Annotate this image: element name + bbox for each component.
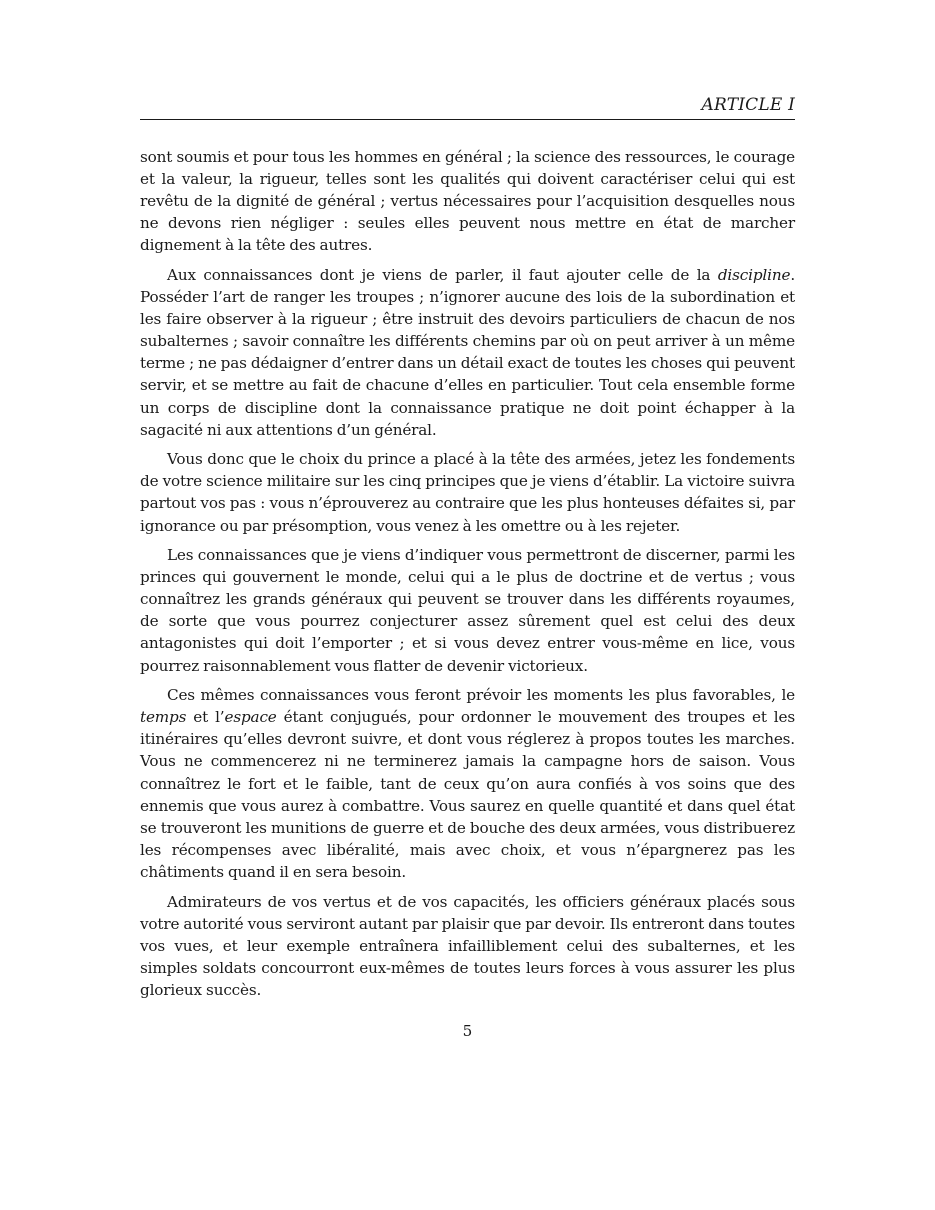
page-number: 5 bbox=[462, 1022, 473, 1040]
paragraph-5 bbox=[140, 684, 795, 883]
paragraph-1-text: sont soumis et pour tous les hommes en général ; la science des ressources, le courage et la valeur, la rigueur, telles sont les qualités qui doivent caractériser celui qui est revêtu de la dignité de général ; vertus nécessaires pour l’acquisition desquelles nous ne devons rien négliger : seules elles peuvent nous mettre en état de marcher dignement à la tête des autres. bbox=[140, 148, 795, 255]
paragraph-4-text: Les connaissances que je viens d’indiquer vous permettront de discerner, parmi les princes qui gouvernent le monde, celui qui a le plus de doctrine et de vertus ; vous connaîtrez les grands généraux qui peuvent se trouver dans les différents royaumes, de sorte que vous pourrez conjecturer assez sûrement quel est celui des deux antagonistes qui doit l’emporter ; et si vous devez entrer vous-même en lice, vous pourrez raisonnablement vous flatter de devenir victorieux. bbox=[140, 546, 795, 675]
paragraph-1 bbox=[140, 146, 795, 256]
paragraph-5-emphasis-espace: espace bbox=[224, 708, 277, 727]
body-text bbox=[140, 146, 795, 1008]
paragraph-2-text-after: . Posséder l’art de ranger les troupes ; n’ignorer aucune des lois de la subordination et les faire observer à la rigueur ; être instruit des devoirs particuliers de chacun de nos subalternes ; savoir connaître les différents chemins par où on peut arriver à un même terme ; ne pas dédaigner d’entrer dans un détail exact de toutes les choses qui peuvent servir, et se mettre au fait de chacune d’elles en particulier. Tout cela ensemble forme un corps de discipline dont la connaissance pratique ne doit point échapper à la sagacité ni aux attentions d’un général. bbox=[140, 265, 795, 439]
paragraph-3 bbox=[140, 448, 795, 536]
paragraph-5-emphasis-temps: temps bbox=[140, 708, 187, 727]
header-rule bbox=[140, 119, 795, 120]
paragraph-3-text: Vous donc que le choix du prince a placé à la tête des armées, jetez les fondements de votre science militaire sur les cinq principes que je viens d’établir. La victoire suivra partout vos pas : vous n’éprouverez au contraire que les plus honteuses défaites si, par ignorance ou par présomption, vous venez à les omettre ou à les rejeter. bbox=[140, 450, 795, 535]
paragraph-6-text: Admirateurs de vos vertus et de vos capacités, les officiers généraux placés sous votre autorité vous serviront autant par plaisir que par devoir. Ils entreront dans toutes vos vues, et leur exemple entraînera infailliblement celui des subalternes, et les simples soldats concourront eux-mêmes de toutes leurs forces à vous assurer les plus glorieux succès. bbox=[140, 892, 795, 999]
paragraph-2 bbox=[140, 264, 795, 441]
paragraph-6 bbox=[140, 891, 795, 1001]
paragraph-5-text-before: Ces mêmes connaissances vous feront prévoir les moments les plus favorables, le bbox=[167, 686, 795, 705]
paragraph-2-emphasis-discipline: discipline bbox=[717, 265, 791, 284]
paragraph-5-text-middle: et l’ bbox=[186, 708, 225, 727]
paragraph-5-text-after: étant conjugués, pour ordonner le mouvement des troupes et les itinéraires qu’elles devront suivre, et dont vous réglerez à propos toutes les marches. Vous ne commencerez ni ne terminerez jamais la campagne hors de saison. Vous connaîtrez le fort et le faible, tant de ceux qu’on aura confiés à vos soins que des ennemis que vous aurez à combattre. Vous saurez en quelle quantité et dans quel état se trouveront les munitions de guerre et de bouche des deux armées, vous distribuerez les récompenses avec libéralité, mais avec choix, et vous n’épargnerez pas les châtiments quand il en sera besoin. bbox=[140, 708, 795, 881]
paragraph-2-text-before: Aux connaissances dont je viens de parler, il faut ajouter celle de la bbox=[167, 265, 718, 284]
document-page bbox=[140, 0, 795, 1210]
running-header: ARTICLE I bbox=[701, 95, 795, 115]
paragraph-4 bbox=[140, 544, 795, 677]
